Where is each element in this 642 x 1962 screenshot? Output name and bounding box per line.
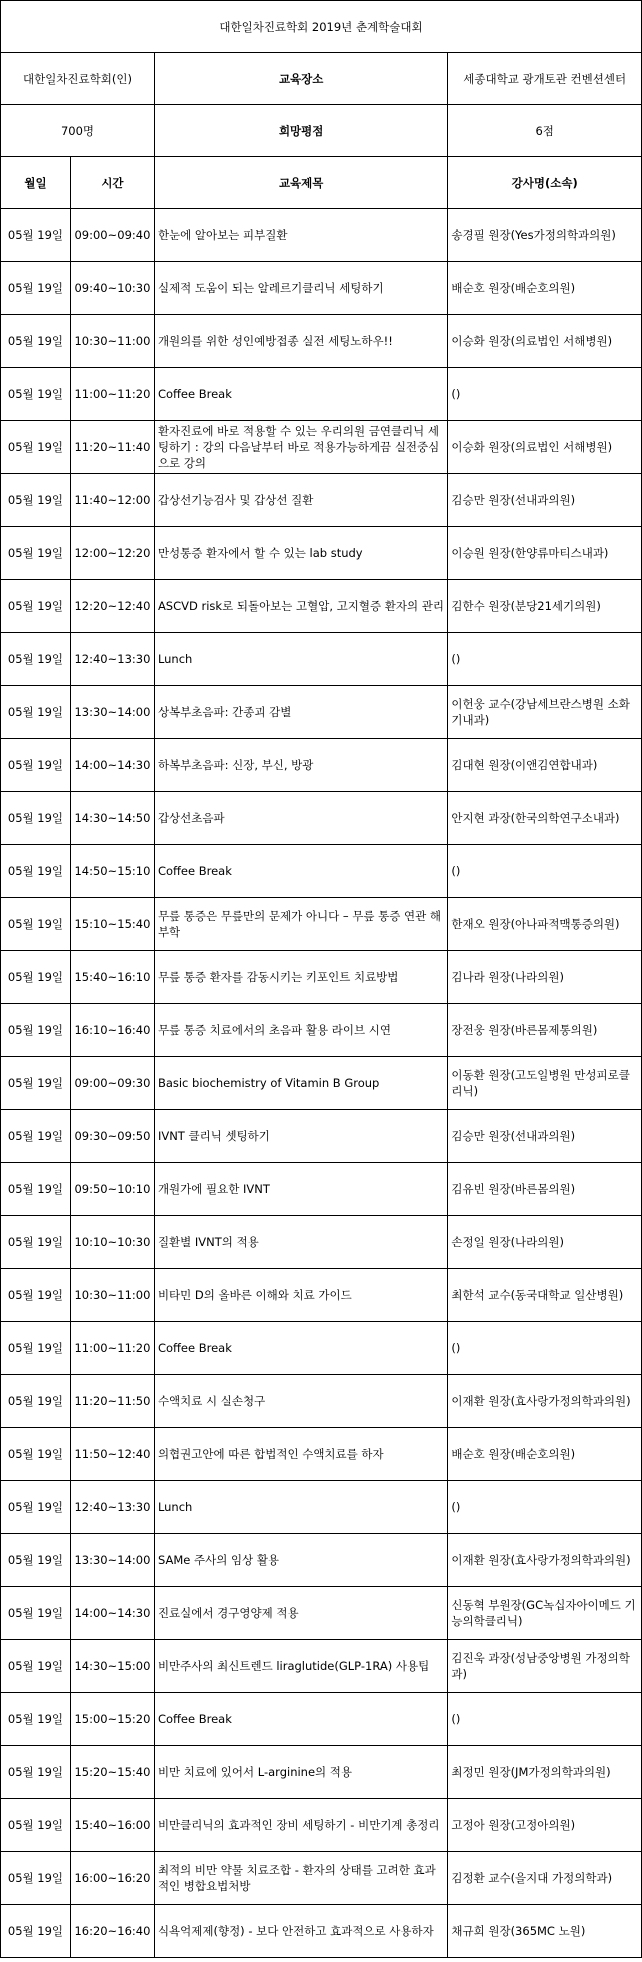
topic-cell: 의협권고안에 따른 합법적인 수액치료를 하자	[154, 1428, 447, 1481]
time-cell: 15:10~15:40	[70, 898, 154, 951]
time-cell: 09:00~09:30	[70, 1057, 154, 1110]
date-cell: 05월 19일	[1, 1269, 71, 1322]
speaker-cell: 채규희 원장(365MC 노원)	[448, 1905, 642, 1958]
date-cell: 05월 19일	[1, 421, 71, 474]
topic-cell: 최적의 비만 약물 치료조합 - 환자의 상태를 고려한 효과적인 병합요법처방	[154, 1852, 447, 1905]
date-cell: 05월 19일	[1, 1110, 71, 1163]
speaker-cell: 최한석 교수(동국대학교 일산병원)	[448, 1269, 642, 1322]
date-cell: 05월 19일	[1, 1163, 71, 1216]
topic-cell: 만성통증 환자에서 할 수 있는 lab study	[154, 527, 447, 580]
speaker-cell: 이재환 원장(효사랑가정의학과의원)	[448, 1375, 642, 1428]
time-cell: 15:00~15:20	[70, 1693, 154, 1746]
table-row	[1, 1799, 642, 1852]
date-cell: 05월 19일	[1, 580, 71, 633]
time-cell: 14:00~14:30	[70, 739, 154, 792]
time-cell: 15:40~16:00	[70, 1799, 154, 1852]
speaker-cell: 장전웅 원장(바른몸제통의원)	[448, 1004, 642, 1057]
time-cell: 14:00~14:30	[70, 1587, 154, 1640]
table-row	[1, 1481, 642, 1534]
speaker-cell: 이재환 원장(효사랑가정의학과의원)	[448, 1534, 642, 1587]
table-row	[1, 1534, 642, 1587]
rating-value: 6점	[448, 105, 642, 157]
time-cell: 09:00~09:40	[70, 209, 154, 262]
speaker-cell: 이승화 원장(의료법인 서해병원)	[448, 421, 642, 474]
date-cell: 05월 19일	[1, 1587, 71, 1640]
speaker-cell: ()	[448, 1481, 642, 1534]
speaker-cell: 안지현 과장(한국의학연구소내과)	[448, 792, 642, 845]
topic-cell: 무릎 통증은 무릎만의 문제가 아니다 – 무릎 통증 연관 해부학	[154, 898, 447, 951]
table-row	[1, 686, 642, 739]
time-cell: 11:00~11:20	[70, 368, 154, 421]
topic-cell: Lunch	[154, 633, 447, 686]
topic-cell: 식욕억제제(향정) - 보다 안전하고 효과적으로 사용하자	[154, 1905, 447, 1958]
table-row	[1, 1057, 642, 1110]
time-cell: 11:00~11:20	[70, 1322, 154, 1375]
table-row	[1, 474, 642, 527]
time-cell: 16:00~16:20	[70, 1852, 154, 1905]
table-row	[1, 951, 642, 1004]
topic-cell: 무릎 통증 환자를 감동시키는 키포인트 치료방법	[154, 951, 447, 1004]
speaker-cell: 김승만 원장(선내과의원)	[448, 474, 642, 527]
table-row	[1, 1587, 642, 1640]
table-row	[1, 1640, 642, 1693]
date-cell: 05월 19일	[1, 1057, 71, 1110]
table-row	[1, 1216, 642, 1269]
organizer: 대한일차진료학회(인)	[1, 53, 155, 105]
table-row	[1, 1322, 642, 1375]
table-row	[1, 527, 642, 580]
table-row	[1, 1746, 642, 1799]
table-row	[1, 633, 642, 686]
date-cell: 05월 19일	[1, 951, 71, 1004]
time-cell: 12:40~13:30	[70, 633, 154, 686]
date-cell: 05월 19일	[1, 1693, 71, 1746]
date-cell: 05월 19일	[1, 474, 71, 527]
topic-cell: 비만클리닉의 효과적인 장비 세팅하기 - 비만기계 총정리	[154, 1799, 447, 1852]
speaker-cell: ()	[448, 1322, 642, 1375]
date-cell: 05월 19일	[1, 1746, 71, 1799]
table-row	[1, 1163, 642, 1216]
topic-cell: Coffee Break	[154, 1693, 447, 1746]
column-header-time: 시간	[70, 157, 154, 209]
topic-cell: SAMe 주사의 임상 활용	[154, 1534, 447, 1587]
speaker-cell: 김승만 원장(선내과의원)	[448, 1110, 642, 1163]
table-row	[1, 792, 642, 845]
date-cell: 05월 19일	[1, 1534, 71, 1587]
table-row	[1, 898, 642, 951]
date-cell: 05월 19일	[1, 633, 71, 686]
topic-cell: 갑상선초음파	[154, 792, 447, 845]
time-cell: 15:20~15:40	[70, 1746, 154, 1799]
topic-cell: 환자진료에 바로 적용할 수 있는 우리의원 금연클리닉 세팅하기 : 강의 다음날부터 바로 적용가능하게끔 실전중심으로 강의	[154, 421, 447, 474]
topic-cell: 개원의를 위한 성인예방접종 실전 세팅노하우!!	[154, 315, 447, 368]
topic-cell: 진료실에서 경구영양제 적용	[154, 1587, 447, 1640]
time-cell: 16:20~16:40	[70, 1905, 154, 1958]
speaker-cell: ()	[448, 845, 642, 898]
speaker-cell: 송경필 원장(Yes가정의학과의원)	[448, 209, 642, 262]
date-cell: 05월 19일	[1, 898, 71, 951]
column-header-speaker: 강사명(소속)	[448, 157, 642, 209]
table-row	[1, 845, 642, 898]
table-row	[1, 1004, 642, 1057]
rating-label: 희망평점	[154, 105, 447, 157]
topic-cell: 한눈에 알아보는 피부질환	[154, 209, 447, 262]
speaker-cell: 이승화 원장(의료법인 서해병원)	[448, 315, 642, 368]
date-cell: 05월 19일	[1, 686, 71, 739]
date-cell: 05월 19일	[1, 1799, 71, 1852]
table-row	[1, 1852, 642, 1905]
date-cell: 05월 19일	[1, 739, 71, 792]
topic-cell: Lunch	[154, 1481, 447, 1534]
page-title: 대한일차진료학회 2019년 춘계학술대회	[1, 1, 642, 53]
table-header-row	[1, 157, 642, 209]
speaker-cell: 김진욱 과장(성남중앙병원 가정의학과)	[448, 1640, 642, 1693]
topic-cell: Coffee Break	[154, 368, 447, 421]
time-cell: 10:30~11:00	[70, 1269, 154, 1322]
date-cell: 05월 19일	[1, 1322, 71, 1375]
speaker-cell: 김대현 원장(이앤김연합내과)	[448, 739, 642, 792]
venue-value: 세종대학교 광개토관 컨벤션센터	[448, 53, 642, 105]
speaker-cell: 최정민 원장(JM가정의학과의원)	[448, 1746, 642, 1799]
speaker-cell: 배순호 원장(배순호의원)	[448, 1428, 642, 1481]
time-cell: 09:30~09:50	[70, 1110, 154, 1163]
topic-cell: 수액치료 시 실손청구	[154, 1375, 447, 1428]
speaker-cell: 손정일 원장(나라의원)	[448, 1216, 642, 1269]
time-cell: 13:30~14:00	[70, 686, 154, 739]
venue-label: 교육장소	[154, 53, 447, 105]
time-cell: 14:30~14:50	[70, 792, 154, 845]
speaker-cell: 배순호 원장(배순호의원)	[448, 262, 642, 315]
time-cell: 14:50~15:10	[70, 845, 154, 898]
topic-cell: 상복부초음파: 간종괴 감별	[154, 686, 447, 739]
time-cell: 11:20~11:40	[70, 421, 154, 474]
speaker-cell: 김한수 원장(분당21세기의원)	[448, 580, 642, 633]
table-row	[1, 1110, 642, 1163]
time-cell: 09:50~10:10	[70, 1163, 154, 1216]
table-row	[1, 315, 642, 368]
speaker-cell: 신동혁 부원장(GC녹십자아이메드 기능의학클리닉)	[448, 1587, 642, 1640]
speaker-cell: 김나라 원장(나라의원)	[448, 951, 642, 1004]
time-cell: 12:20~12:40	[70, 580, 154, 633]
topic-cell: 실제적 도움이 되는 알레르기클리닉 세팅하기	[154, 262, 447, 315]
time-cell: 15:40~16:10	[70, 951, 154, 1004]
table-row	[1, 1905, 642, 1958]
date-cell: 05월 19일	[1, 1640, 71, 1693]
table-row	[1, 1428, 642, 1481]
topic-cell: 개원가에 필요한 IVNT	[154, 1163, 447, 1216]
speaker-cell: ()	[448, 368, 642, 421]
info-row-capacity	[1, 105, 642, 157]
speaker-cell: 이헌웅 교수(강남세브란스병원 소화기내과)	[448, 686, 642, 739]
table-row	[1, 421, 642, 474]
speaker-cell: ()	[448, 633, 642, 686]
time-cell: 11:50~12:40	[70, 1428, 154, 1481]
speaker-cell: 한재오 원장(아나파적맥통증의원)	[448, 898, 642, 951]
topic-cell: Coffee Break	[154, 1322, 447, 1375]
date-cell: 05월 19일	[1, 1216, 71, 1269]
time-cell: 13:30~14:00	[70, 1534, 154, 1587]
topic-cell: 비타민 D의 올바른 이해와 치료 가이드	[154, 1269, 447, 1322]
topic-cell: 비만주사의 최신트렌드 liraglutide(GLP-1RA) 사용팁	[154, 1640, 447, 1693]
time-cell: 09:40~10:30	[70, 262, 154, 315]
date-cell: 05월 19일	[1, 315, 71, 368]
date-cell: 05월 19일	[1, 527, 71, 580]
table-row	[1, 739, 642, 792]
column-header-date: 월일	[1, 157, 71, 209]
time-cell: 11:20~11:50	[70, 1375, 154, 1428]
date-cell: 05월 19일	[1, 1375, 71, 1428]
info-row-venue	[1, 53, 642, 105]
time-cell: 10:10~10:30	[70, 1216, 154, 1269]
time-cell: 12:40~13:30	[70, 1481, 154, 1534]
column-header-topic: 교육제목	[154, 157, 447, 209]
date-cell: 05월 19일	[1, 1852, 71, 1905]
date-cell: 05월 19일	[1, 1428, 71, 1481]
speaker-cell: 김유빈 원장(바른몸의원)	[448, 1163, 642, 1216]
title-row	[1, 1, 642, 53]
speaker-cell: ()	[448, 1693, 642, 1746]
table-row	[1, 262, 642, 315]
date-cell: 05월 19일	[1, 1905, 71, 1958]
date-cell: 05월 19일	[1, 1481, 71, 1534]
topic-cell: Basic biochemistry of Vitamin B Group	[154, 1057, 447, 1110]
speaker-cell: 김정환 교수(을지대 가정의학과)	[448, 1852, 642, 1905]
date-cell: 05월 19일	[1, 368, 71, 421]
date-cell: 05월 19일	[1, 845, 71, 898]
capacity: 700명	[1, 105, 155, 157]
table-row	[1, 368, 642, 421]
date-cell: 05월 19일	[1, 209, 71, 262]
table-row	[1, 209, 642, 262]
speaker-cell: 이승원 원장(한양류마티스내과)	[448, 527, 642, 580]
table-row	[1, 1693, 642, 1746]
topic-cell: 비만 치료에 있어서 L-arginine의 적용	[154, 1746, 447, 1799]
time-cell: 16:10~16:40	[70, 1004, 154, 1057]
topic-cell: 무릎 통증 치료에서의 초음파 활용 라이브 시연	[154, 1004, 447, 1057]
topic-cell: IVNT 클리닉 셋팅하기	[154, 1110, 447, 1163]
topic-cell: 갑상선기능검사 및 갑상선 질환	[154, 474, 447, 527]
speaker-cell: 이동환 원장(고도일병원 만성피로클리닉)	[448, 1057, 642, 1110]
topic-cell: 하복부초음파: 신장, 부신, 방광	[154, 739, 447, 792]
topic-cell: 질환별 IVNT의 적용	[154, 1216, 447, 1269]
topic-cell: ASCVD risk로 되돌아보는 고혈압, 고지혈증 환자의 관리	[154, 580, 447, 633]
table-row	[1, 1375, 642, 1428]
date-cell: 05월 19일	[1, 1004, 71, 1057]
speaker-cell: 고정아 원장(고정아의원)	[448, 1799, 642, 1852]
table-row	[1, 1269, 642, 1322]
topic-cell: Coffee Break	[154, 845, 447, 898]
date-cell: 05월 19일	[1, 262, 71, 315]
time-cell: 10:30~11:00	[70, 315, 154, 368]
time-cell: 11:40~12:00	[70, 474, 154, 527]
time-cell: 12:00~12:20	[70, 527, 154, 580]
date-cell: 05월 19일	[1, 792, 71, 845]
time-cell: 14:30~15:00	[70, 1640, 154, 1693]
table-row	[1, 580, 642, 633]
